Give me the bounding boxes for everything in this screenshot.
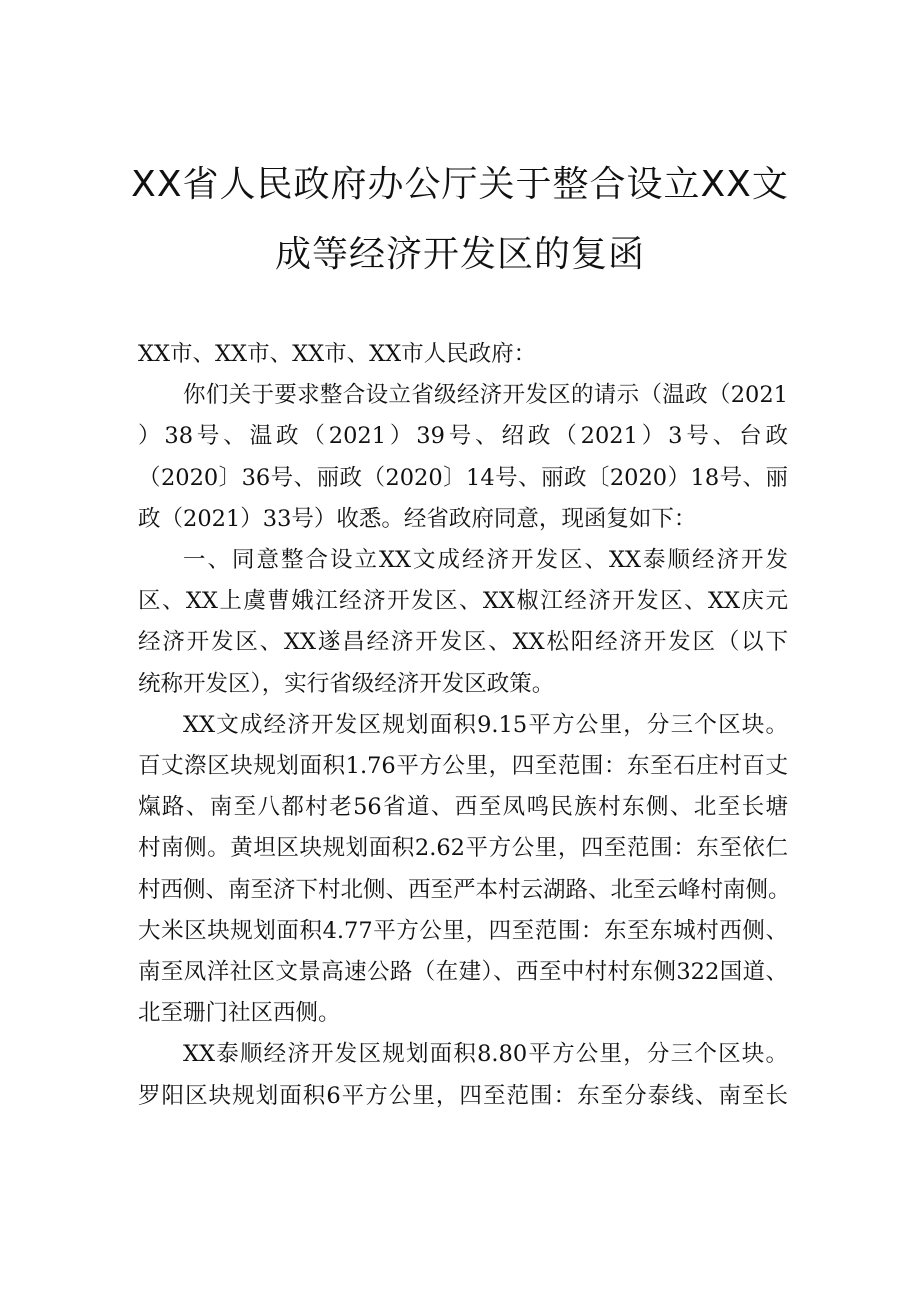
title-line: 成等经济开发区的复函 xyxy=(274,234,645,275)
paragraph-line: 一、同意整合设立XX文成经济开发区、XX泰顺经济开发 xyxy=(183,547,788,574)
paragraph-line: 区、XX上虞曹娥江经济开发区、XX椒江经济开发区、XX庆元 xyxy=(138,588,788,615)
title-line: XX省人民政府办公厅关于整合设立XX文 xyxy=(131,164,789,205)
document-title xyxy=(0,150,920,290)
paragraph-line: 熂路、南至八都村老56省道、西至凤鸣民族村东侧、北至长塘 xyxy=(138,794,788,821)
salutation xyxy=(138,334,788,375)
paragraph-line: 你们关于要求整合设立省级经济开发区的请示（温政（2021 xyxy=(183,382,788,409)
paragraph-wencheng xyxy=(138,705,791,1035)
paragraph-line: 百丈漈区块规划面积1.76平方公里，四至范围：东至石庄村百丈 xyxy=(138,753,788,780)
salutation-text: XX市、XX市、XX市、XX市人民政府： xyxy=(138,341,537,367)
paragraph-line: 村南侧。黄坦区块规划面积2.62平方公里，四至范围：东至依仁 xyxy=(138,835,788,862)
paragraph-line: 政（2021）33号）收悉。经省政府同意，现函复如下： xyxy=(138,505,697,532)
paragraph-line: 北至珊门社区西侧。 xyxy=(138,1000,341,1027)
paragraph-line: 村西侧、南至济下村北侧、西至严本村云湖路、北至云峰村南侧。 xyxy=(138,876,791,903)
paragraph-request xyxy=(138,375,788,540)
paragraph-line: 经济开发区、XX遂昌经济开发区、XX松阳经济开发区（以下 xyxy=(138,629,788,656)
paragraph-line: ）38号、温政（2021）39号、绍政（2021）3号、台政 xyxy=(138,423,788,450)
paragraph-line: 统称开发区），实行省级经济开发区政策。 xyxy=(138,670,555,697)
paragraph-taishun xyxy=(138,1034,788,1116)
paragraph-line: 南至凤洋社区文景高速公路（在建）、西至中村村东侧322国道、 xyxy=(138,959,788,986)
paragraph-line: XX泰顺经济开发区规划面积8.80平方公里，分三个区块。 xyxy=(183,1041,788,1068)
paragraph-line: （2020〕36号、丽政（2020〕14号、丽政〔2020）18号、丽 xyxy=(138,464,788,491)
paragraph-approval xyxy=(138,540,788,705)
paragraph-line: 大米区块规划面积4.77平方公里，四至范围：东至东城村西侧、 xyxy=(138,917,788,944)
paragraph-line: 罗阳区块规划面积6平方公里，四至范围：东至分泰线、南至长 xyxy=(138,1082,788,1109)
document-body xyxy=(138,334,791,1117)
paragraph-line: XX文成经济开发区规划面积9.15平方公里，分三个区块。 xyxy=(183,711,788,738)
